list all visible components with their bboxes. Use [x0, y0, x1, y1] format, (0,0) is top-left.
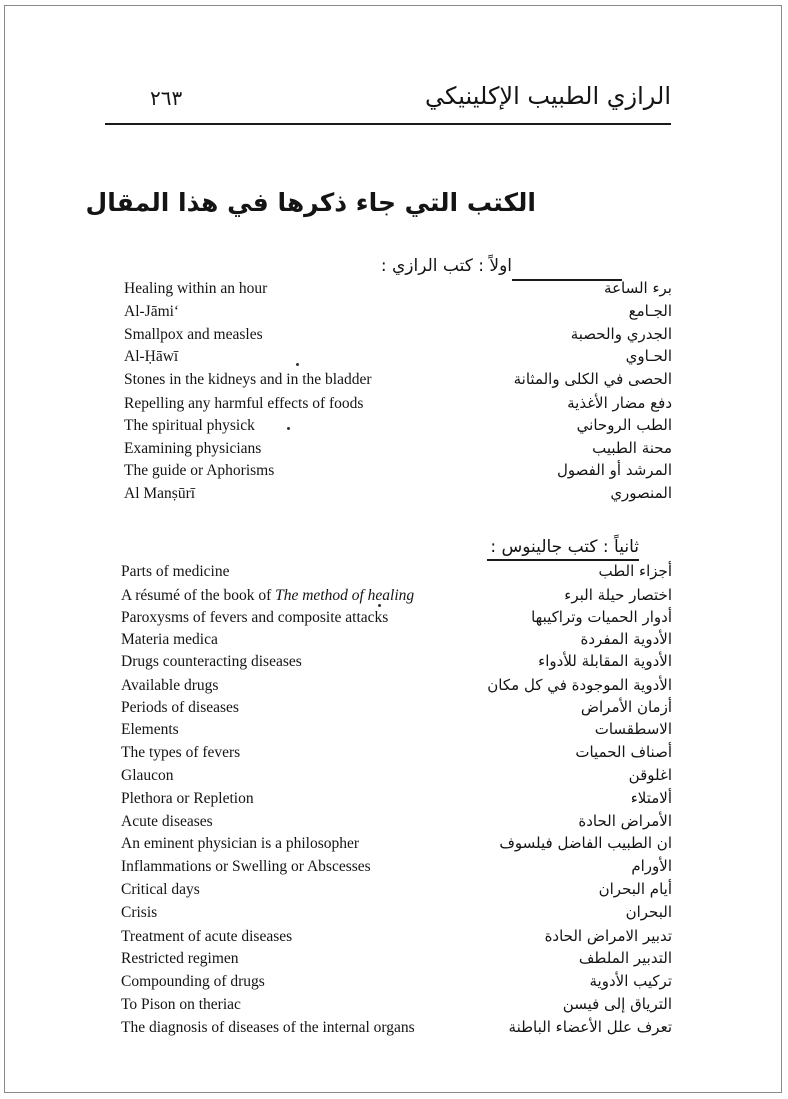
- book-entry: [0, 835, 788, 858]
- book-entry: [0, 950, 788, 973]
- english-title: [121, 563, 229, 581]
- english-title: [121, 744, 240, 762]
- english-title: [121, 996, 241, 1014]
- english-title: [124, 371, 372, 389]
- english-title: [121, 904, 157, 922]
- english-title-text: The types of fevers: [121, 744, 241, 761]
- page-header: [105, 80, 671, 130]
- arabic-title: الجدري والحصبة: [570, 325, 672, 343]
- arabic-title: أزمان الأمراض: [580, 698, 672, 716]
- book-entry: [0, 721, 788, 744]
- english-title-text: Acute diseases: [121, 813, 213, 830]
- english-title: [124, 348, 178, 366]
- section-rule: [487, 559, 639, 561]
- english-title: [124, 440, 261, 458]
- english-title-text: Paroxysms of fevers and composite attacks: [121, 609, 389, 626]
- english-title-text: An eminent physician is a philosopher: [121, 835, 360, 852]
- english-title: [121, 881, 200, 899]
- book-entry: [0, 587, 788, 610]
- arabic-title: الأدوية المفردة: [580, 630, 672, 648]
- book-entry: [0, 973, 788, 996]
- book-entry: [0, 881, 788, 904]
- arabic-title: الحصى في الكلى والمثانة: [513, 370, 672, 388]
- arabic-title: ان الطبيب الفاضل فيلسوف: [499, 834, 672, 852]
- arabic-title: البحران: [625, 903, 672, 921]
- arabic-title: الأورام: [631, 857, 672, 875]
- arabic-title: تركيب الأدوية: [589, 972, 672, 990]
- arabic-title: أيام البحران: [598, 880, 672, 898]
- english-title-text: Materia medica: [121, 631, 218, 648]
- arabic-title: اغلوقن: [628, 766, 672, 784]
- english-title-text: Al-Jāmi‘: [124, 303, 180, 320]
- arabic-title: الأدوية الموجودة في كل مكان: [487, 676, 672, 694]
- english-title: [121, 677, 218, 695]
- section-heading-galen: ثانياً : كتب جالينوس :: [490, 537, 639, 557]
- scan-speck: [296, 363, 299, 366]
- english-title: [121, 653, 302, 671]
- english-title: [121, 609, 388, 627]
- arabic-title: الطب الروحاني: [576, 416, 672, 434]
- arabic-title: الترياق إلى فيسن: [562, 995, 672, 1013]
- english-title: [121, 631, 218, 649]
- english-title: [121, 587, 414, 605]
- book-entry: [0, 653, 788, 676]
- english-title-text: Al Manṣūrī: [124, 485, 196, 502]
- english-title-text: Restricted regimen: [121, 950, 239, 967]
- english-title-text: The diagnosis of diseases of the internal organs: [121, 1019, 415, 1036]
- arabic-title: أجزاء الطب: [598, 562, 672, 580]
- english-title: [121, 721, 179, 739]
- book-entry: [0, 609, 788, 632]
- english-title: [124, 417, 255, 435]
- book-entry: [0, 303, 788, 326]
- arabic-title: أصناف الحميات: [575, 743, 672, 761]
- english-title: [121, 699, 239, 717]
- arabic-title: دفع مضار الأغذية: [567, 394, 672, 412]
- book-entry: [0, 280, 788, 303]
- arabic-title: ألامتلاء: [630, 789, 672, 807]
- english-title-text: Glaucon: [121, 767, 174, 784]
- arabic-title: اختصار حيلة البرء: [564, 586, 672, 604]
- book-entry: [0, 371, 788, 394]
- book-entry: [0, 858, 788, 881]
- arabic-title: التدبير الملطف: [578, 949, 672, 967]
- arabic-title: أدوار الحميات وتراكيبها: [531, 608, 672, 626]
- english-title: [121, 813, 213, 831]
- book-entry: [0, 928, 788, 951]
- english-title: [121, 858, 371, 876]
- english-title-text: Elements: [121, 721, 179, 738]
- english-title-text: Critical days: [121, 881, 200, 898]
- book-entry: [0, 485, 788, 508]
- page-number: ٢٦٣: [150, 86, 183, 110]
- arabic-title: تعرف علل الأعضاء الباطنة: [508, 1018, 672, 1036]
- english-title-text: Drugs counteracting diseases: [121, 653, 302, 670]
- english-title-text: Treatment of acute diseases: [121, 928, 293, 945]
- book-entry: [0, 1019, 788, 1042]
- book-entry: [0, 563, 788, 586]
- book-entry: [0, 677, 788, 700]
- english-title-text: To Pison on theriac: [121, 996, 241, 1013]
- book-entry: [0, 348, 788, 371]
- header-rule: [105, 123, 671, 125]
- english-title: [121, 1019, 415, 1037]
- english-title: [121, 950, 239, 968]
- book-entry: [0, 904, 788, 927]
- english-title: [121, 790, 254, 808]
- book-entry: [0, 790, 788, 813]
- english-title-italic: The method of healing: [275, 587, 415, 604]
- page-heading: الكتب التي جاء ذكرها في هذا المقال: [85, 188, 536, 217]
- english-title: [124, 485, 195, 503]
- english-title: [124, 462, 274, 480]
- english-title-text: Compounding of drugs: [121, 973, 265, 990]
- english-title-text: Smallpox and measles: [124, 326, 263, 343]
- english-title-text: Healing within an hour: [124, 280, 268, 297]
- english-title-text: Crisis: [121, 904, 158, 921]
- english-title: [124, 326, 263, 344]
- arabic-title: محنة الطبيب: [592, 439, 672, 457]
- arabic-title: برء الساعة: [604, 279, 672, 297]
- book-entry: [0, 462, 788, 485]
- book-entry: [0, 744, 788, 767]
- english-title-text: Examining physicians: [124, 440, 262, 457]
- english-title-text: A résumé of the book of: [121, 587, 272, 604]
- arabic-title: المرشد أو الفصول: [556, 461, 672, 479]
- english-title-text: Repelling any harmful effects of foods: [124, 395, 364, 412]
- english-title: [124, 303, 179, 321]
- english-title: [124, 395, 363, 413]
- english-title-text: Al-Ḥāwī: [124, 348, 179, 365]
- scan-speck: [378, 604, 381, 607]
- running-title: الرازي الطبيب الإكلينيكي: [425, 82, 671, 110]
- english-title: [121, 835, 359, 853]
- english-title-text: Periods of diseases: [121, 699, 239, 716]
- book-entry: [0, 767, 788, 790]
- arabic-title: الجـامع: [628, 302, 672, 320]
- english-title-text: The spiritual physick: [124, 417, 255, 434]
- english-title-text: The guide or Aphorisms: [124, 462, 275, 479]
- arabic-title: المنصوري: [610, 484, 672, 502]
- english-title: [121, 767, 174, 785]
- book-entry: [0, 326, 788, 349]
- book-entry: [0, 996, 788, 1019]
- arabic-title: الأمراض الحادة: [578, 812, 672, 830]
- arabic-title: الاسطقسات: [594, 720, 672, 738]
- scan-speck: [287, 427, 290, 430]
- book-entry: [0, 417, 788, 440]
- arabic-title: الحـاوي: [625, 347, 672, 365]
- book-entry: [0, 699, 788, 722]
- section-heading-razi: اولاً : كتب الرازي :: [380, 256, 512, 276]
- english-title-text: Inflammations or Swelling or Abscesses: [121, 858, 371, 875]
- book-entry: [0, 395, 788, 418]
- english-title: [121, 973, 265, 991]
- english-title-text: Plethora or Repletion: [121, 790, 254, 807]
- english-title-text: Parts of medicine: [121, 563, 230, 580]
- arabic-title: الأدوية المقابلة للأدواء: [538, 652, 672, 670]
- book-entry: [0, 440, 788, 463]
- book-entry: [0, 631, 788, 654]
- arabic-title: تدبير الامراض الحادة: [544, 927, 672, 945]
- english-title: [124, 280, 267, 298]
- english-title-text: Stones in the kidneys and in the bladder: [124, 371, 372, 388]
- english-title-text: Available drugs: [121, 677, 219, 694]
- english-title: [121, 928, 292, 946]
- book-entry: [0, 813, 788, 836]
